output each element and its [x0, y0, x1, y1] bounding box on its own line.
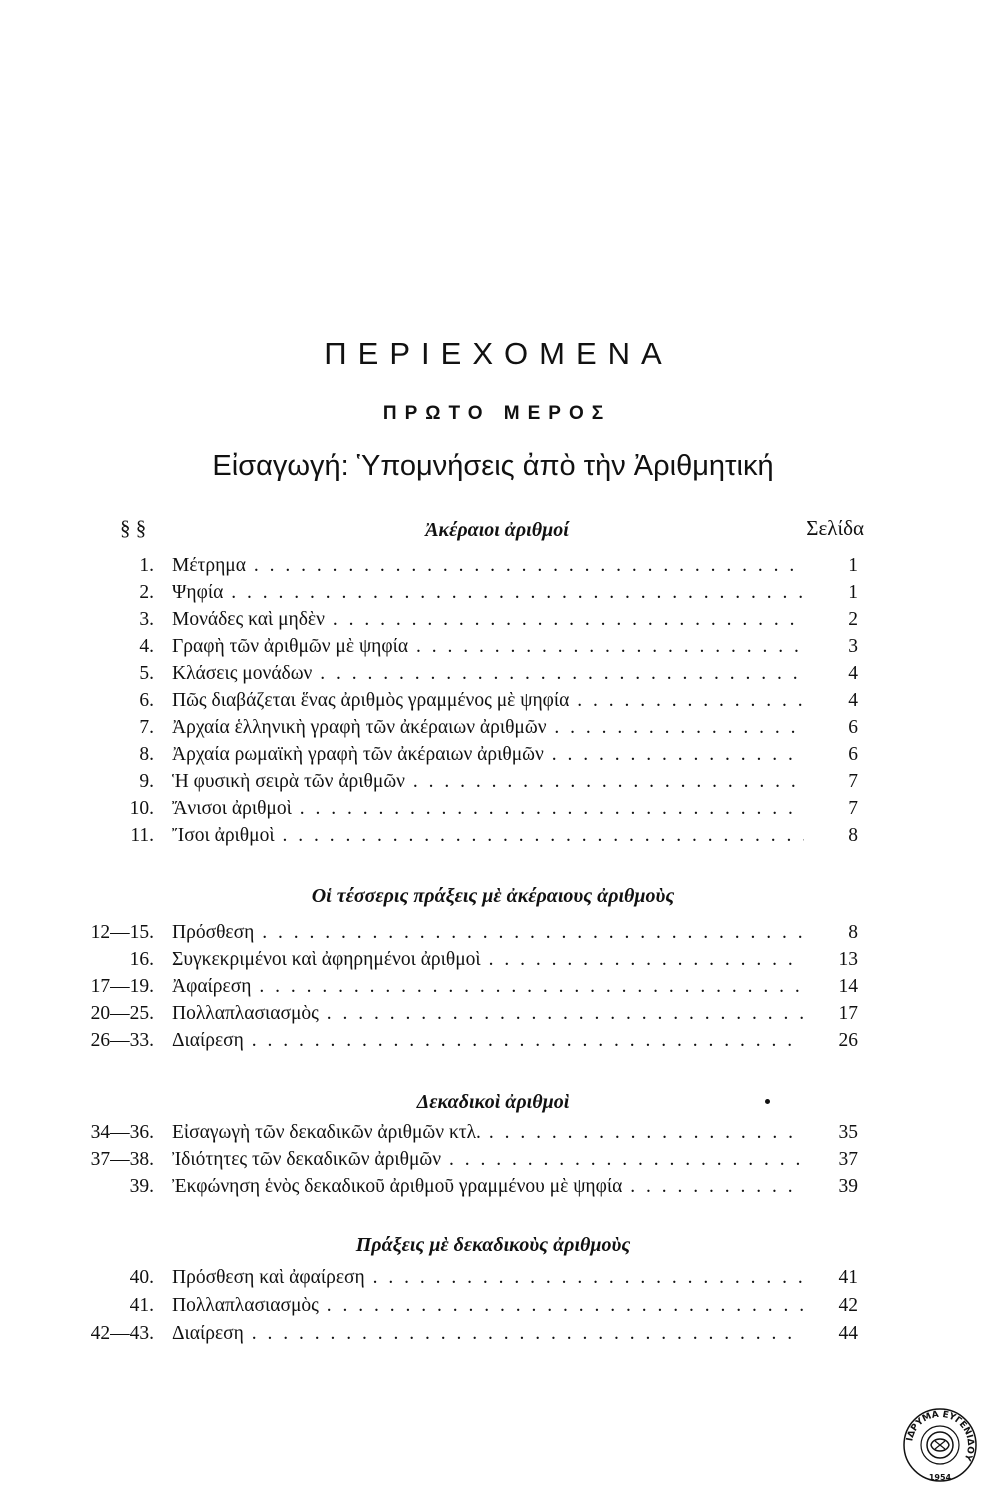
entry-number: 42—43. — [90, 1323, 154, 1344]
entry-number: 8. — [139, 744, 154, 765]
toc-entry[interactable] — [0, 1293, 986, 1319]
entry-title: Μέτρημα . . . — [172, 553, 804, 579]
entry-title: Εἰσαγωγὴ τῶν δεκαδικῶν ἀριθμῶν κτλ. . . . — [172, 1120, 804, 1146]
ink-dot — [765, 1099, 770, 1104]
entry-number: 16. — [129, 949, 154, 970]
entry-number: 20—25. — [90, 1003, 154, 1024]
entry-title: Ἀρχαία ἑλληνικὴ γραφὴ τῶν ἀκέραιων ἀριθμῶν . . . — [172, 715, 804, 741]
toc-entry[interactable] — [0, 1265, 986, 1291]
section-heading-four-operations: Οἱ τέσσερις πράξεις μὲ ἀκέραιους ἀριθμοὺς — [311, 885, 675, 907]
entry-number: 2. — [139, 582, 154, 603]
entry-number: 34—36. — [90, 1122, 154, 1143]
entry-title: Ψηφία . . . — [172, 580, 804, 606]
entry-title: Μονάδες καὶ μηδὲν . . . — [172, 607, 804, 633]
entry-number: 11. — [130, 825, 154, 846]
entry-title: Συγκεκριμένοι καὶ ἀφηρημένοι ἀριθμοὶ . . . — [172, 947, 804, 973]
toc-entry[interactable] — [0, 974, 986, 1000]
toc-entry[interactable] — [0, 688, 986, 714]
entry-page: 8 — [848, 825, 858, 846]
entry-page: 42 — [838, 1295, 858, 1316]
entry-page: 8 — [848, 922, 858, 943]
entry-title: Διαίρεση . . . — [172, 1321, 804, 1347]
entry-title: Πρόσθεση . . . — [172, 920, 804, 946]
section-heading-decimal-operations: Πράξεις μὲ δεκαδικοὺς ἀριθμοὺς — [355, 1234, 631, 1256]
section-heading-decimals: Δεκαδικοὶ ἀριθμοὶ — [416, 1091, 570, 1113]
entry-number: 40. — [129, 1267, 154, 1288]
entry-number: 6. — [139, 690, 154, 711]
entry-page: 7 — [848, 771, 858, 792]
toc-entry[interactable] — [0, 1028, 986, 1054]
entry-number: 10. — [129, 798, 154, 819]
toc-entry[interactable] — [0, 634, 986, 660]
entry-number: 12—15. — [90, 922, 154, 943]
entry-page: 1 — [848, 582, 858, 603]
entry-page: 4 — [848, 690, 858, 711]
entry-page: 17 — [838, 1003, 858, 1024]
section-heading-integers: Ἀκέραιοι ἀριθμοί — [425, 519, 569, 541]
toc-entry[interactable] — [0, 769, 986, 795]
toc-entry[interactable] — [0, 1120, 986, 1146]
stamp-text: ΙΔΡΥΜΑ ΕΥΓΕΝΙΔΟΥ — [905, 1409, 976, 1463]
toc-entry[interactable] — [0, 715, 986, 741]
page-column-header: Σελίδα — [806, 516, 864, 540]
toc-entry[interactable] — [0, 947, 986, 973]
entry-number: 3. — [139, 609, 154, 630]
entry-page: 35 — [838, 1122, 858, 1143]
entry-page: 6 — [848, 717, 858, 738]
entry-number: 5. — [139, 663, 154, 684]
toc-entry[interactable] — [0, 1321, 986, 1347]
entry-title: Πῶς διαβάζεται ἕνας ἀριθμὸς γραμμένος μὲ ψηφία . . . — [172, 688, 804, 714]
part-subtitle: Εἰσαγωγή: Ὑπομνήσεις ἀπὸ τὴν Ἀριθμητική — [212, 450, 774, 482]
entry-title: Πολλαπλασιασμὸς . . . — [172, 1293, 804, 1319]
entry-page: 1 — [848, 555, 858, 576]
entry-number: 4. — [139, 636, 154, 657]
toc-entry[interactable] — [0, 920, 986, 946]
page-title: ΠΕΡΙΕΧΟΜΕΝΑ — [324, 336, 673, 371]
entry-number: 37—38. — [90, 1149, 154, 1170]
toc-entry[interactable] — [0, 1174, 986, 1200]
entry-number: 7. — [139, 717, 154, 738]
entry-number: 17—19. — [90, 976, 154, 997]
entry-page: 41 — [838, 1267, 858, 1288]
entry-page: 26 — [838, 1030, 858, 1051]
stamp-year: 1954 — [928, 1473, 952, 1482]
entry-title: Γραφὴ τῶν ἀριθμῶν μὲ ψηφία . . . — [172, 634, 804, 660]
entry-page: 39 — [838, 1176, 858, 1197]
foundation-stamp-icon — [900, 1405, 980, 1485]
entry-page: 44 — [838, 1323, 858, 1344]
entry-title: Ἴσοι ἀριθμοὶ . . . — [172, 823, 804, 849]
toc-entry[interactable] — [0, 823, 986, 849]
entry-title: Ἐκφώνηση ἑνὸς δεκαδικοῦ ἀριθμοῦ γραμμένου μὲ ψηφία . . . — [172, 1174, 804, 1200]
entry-title: Ἀφαίρεση . . . — [172, 974, 804, 1000]
entry-title: Ἀρχαία ρωμαϊκὴ γραφὴ τῶν ἀκέραιων ἀριθμῶν . . . — [172, 742, 804, 768]
entry-title: Κλάσεις μονάδων . . . — [172, 661, 804, 687]
entry-number: 41. — [129, 1295, 154, 1316]
toc-entry[interactable] — [0, 607, 986, 633]
entry-page: 37 — [838, 1149, 858, 1170]
part-heading: ΠΡΩΤΟ ΜΕΡΟΣ — [382, 403, 612, 424]
toc-entry[interactable] — [0, 1001, 986, 1027]
toc-entry[interactable] — [0, 796, 986, 822]
toc-entry[interactable] — [0, 661, 986, 687]
entry-page: 2 — [848, 609, 858, 630]
toc-entry[interactable] — [0, 580, 986, 606]
entry-page: 7 — [848, 798, 858, 819]
toc-entry[interactable] — [0, 742, 986, 768]
entry-page: 6 — [848, 744, 858, 765]
entry-page: 4 — [848, 663, 858, 684]
entry-title: Πρόσθεση καὶ ἀφαίρεση . . . — [172, 1265, 804, 1291]
toc-entry[interactable] — [0, 1147, 986, 1173]
entry-number: 9. — [139, 771, 154, 792]
section-sign-column-header: § § — [120, 516, 147, 540]
entry-number: 1. — [139, 555, 154, 576]
toc-entry[interactable] — [0, 553, 986, 579]
entry-number: 39. — [129, 1176, 154, 1197]
entry-page: 13 — [838, 949, 858, 970]
entry-page: 14 — [838, 976, 858, 997]
entry-page: 3 — [848, 636, 858, 657]
entry-title: Ἰδιότητες τῶν δεκαδικῶν ἀριθμῶν . . . — [172, 1147, 804, 1173]
entry-number: 26—33. — [90, 1030, 154, 1051]
entry-title: Πολλαπλασιασμὸς . . . — [172, 1001, 804, 1027]
entry-title: Ἡ φυσικὴ σειρὰ τῶν ἀριθμῶν . . . — [172, 769, 804, 795]
entry-title: Διαίρεση . . . — [172, 1028, 804, 1054]
entry-title: Ἄνισοι ἀριθμοὶ . . . — [172, 796, 804, 822]
